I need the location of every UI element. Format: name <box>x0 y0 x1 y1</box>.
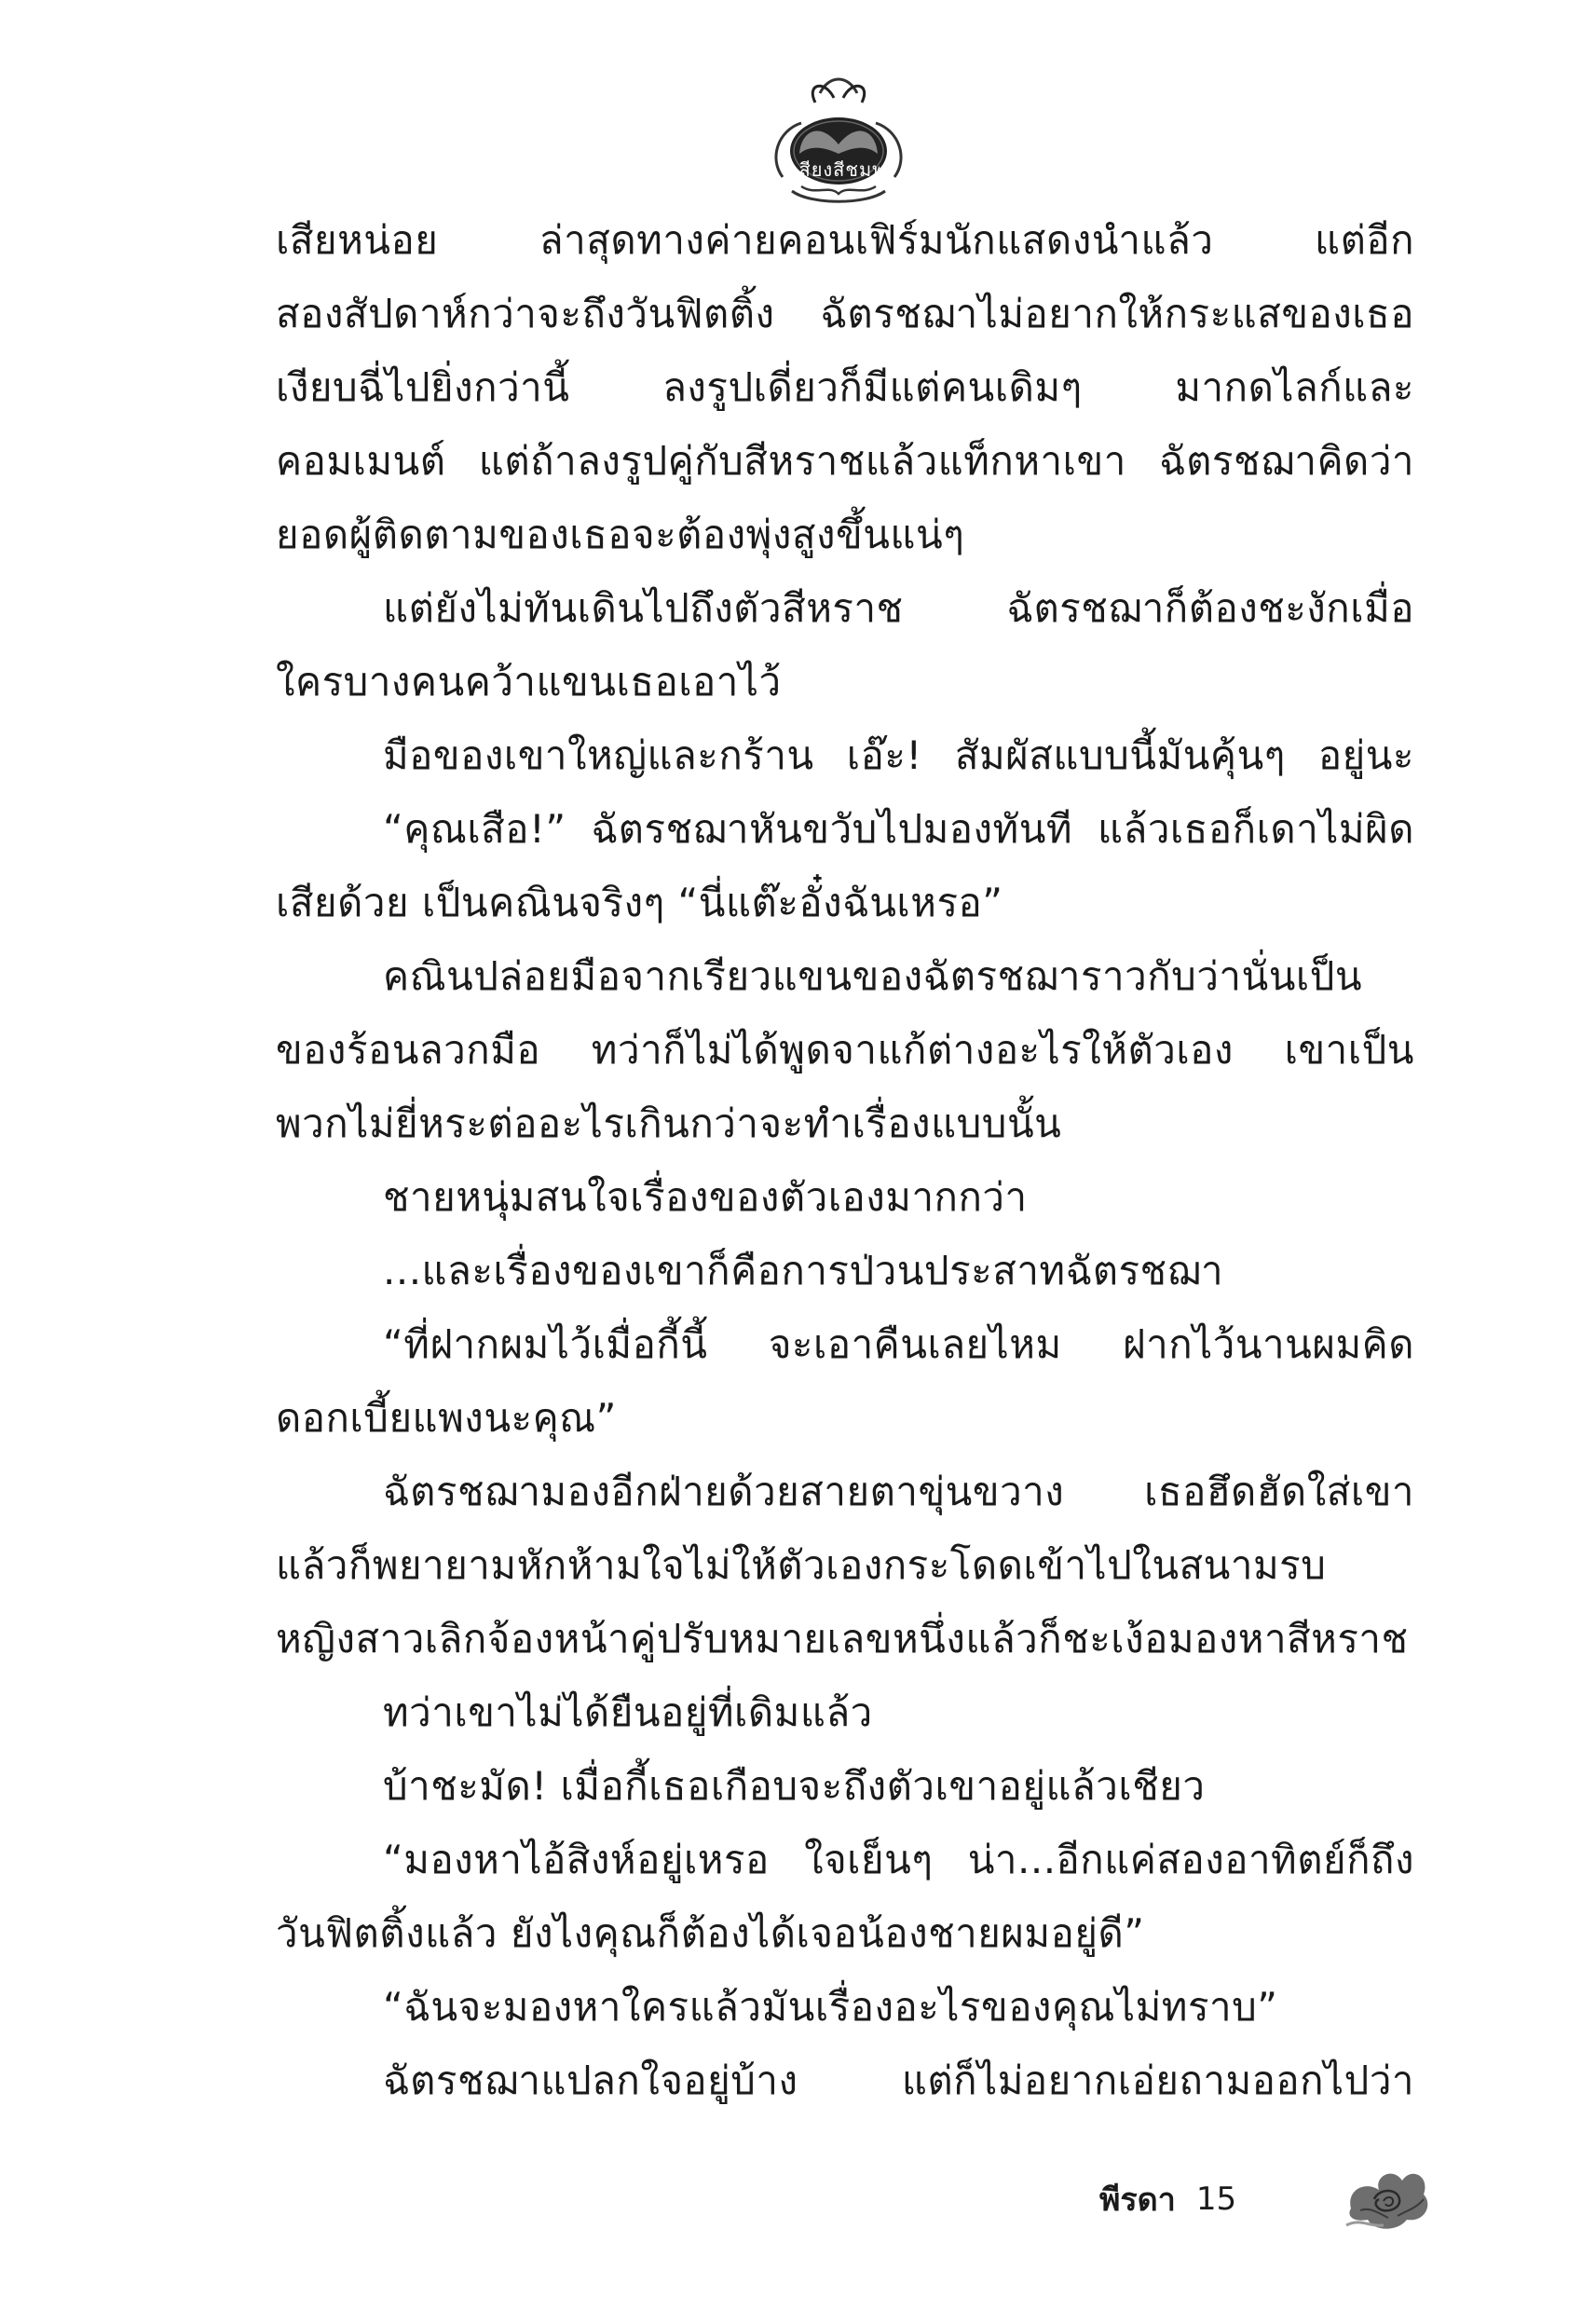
text-line: ชายหนุ่มสนใจเรื่องของตัวเองมากกว่า <box>383 1174 1028 1220</box>
page-footer <box>1099 2171 1236 2227</box>
text-line: หญิงสาวเลิกจ้องหน้าคู่ปรับหมายเลขหนึ่งแล้วก็ชะเง้อมองหาสีหราช <box>276 1616 1409 1661</box>
text-line: ทว่าเขาไม่ได้ยืนอยู่ที่เดิมแล้ว <box>383 1689 873 1735</box>
text-line: ดอกเบี้ยแพงนะคุณ” <box>276 1395 617 1441</box>
rose-icon <box>1342 2153 1435 2236</box>
text-line: พวกไม่ยี่หระต่ออะไรเกินกว่าจะทำเรื่องแบบนั้น <box>276 1101 1062 1146</box>
publisher-logo-text: เสียงสีชมพู <box>791 158 886 181</box>
text-line: วันฟิตติ้งแล้ว ยังไงคุณก็ต้องได้เจอน้องชายผมอยู่ดี” <box>276 1910 1145 1956</box>
text-line: คณินปล่อยมือจากเรียวแขนของฉัตรชฌาราวกับว่านั่นเป็น <box>383 953 1363 999</box>
text-line: เสียด้วย เป็นคณินจริงๆ “นี่แต๊ะอั๋งฉันเหรอ” <box>276 880 1003 925</box>
text-line: “คุณเสือ!” ฉัตรชฌาหันขวับไปมองทันที แล้วเธอก็เดาไม่ผิด <box>383 806 1414 852</box>
text-line: เสียหน่อย ล่าสุดทางค่ายคอนเฟิร์มนักแสดงนำแล้ว แต่อีก <box>276 217 1414 263</box>
text-line: สองสัปดาห์กว่าจะถึงวันฟิตติ้ง ฉัตรชฌาไม่อยากให้กระแสของเธอ <box>276 291 1414 336</box>
text-line: เงียบฉี่ไปยิ่งกว่านี้ ลงรูปเดี่ยวก็มีแต่คนเดิมๆ มากดไลก์และ <box>276 364 1414 410</box>
text-line: ใครบางคนคว้าแขนเธอเอาไว้ <box>276 659 782 704</box>
page-number: 15 <box>1195 2181 1237 2218</box>
rose-decoration <box>1342 2153 1435 2236</box>
text-line: ฉัตรชฌามองอีกฝ่ายด้วยสายตาขุ่นขวาง เธอฮึดฮัดใส่เขา <box>383 1469 1414 1514</box>
text-line: ของร้อนลวกมือ ทว่าก็ไม่ได้พูดจาแก้ต่างอะไรให้ตัวเอง เขาเป็น <box>276 1027 1414 1073</box>
text-line: แล้วก็พยายามหักห้ามใจไม่ให้ตัวเองกระโดดเข้าไปในสนามรบ <box>276 1542 1327 1588</box>
text-line: บ้าชะมัด! เมื่อกี้เธอเกือบจะถึงตัวเขาอยู่แล้วเชียว <box>383 1763 1206 1809</box>
footer-author: พีรดา <box>1099 2181 1176 2219</box>
text-line: “มองหาไอ้สิงห์อยู่เหรอ ใจเย็นๆ น่า...อีกแค่สองอาทิตย์ก็ถึง <box>383 1837 1414 1882</box>
body-text <box>276 203 1414 2117</box>
text-line: แต่ยังไม่ทันเดินไปถึงตัวสีหราช ฉัตรชฌาก็ต้องชะงักเมื่อ <box>383 585 1414 631</box>
text-line: ยอดผู้ติดตามของเธอจะต้องพุ่งสูงขึ้นแน่ๆ <box>276 512 965 557</box>
text-line: มือของเขาใหญ่และกร้าน เอ๊ะ! สัมผัสแบบนี้มันคุ้นๆ อยู่นะ <box>383 732 1414 778</box>
text-line: ...และเรื่องของเขาก็คือการป่วนประสาทฉัตรชฌา <box>383 1248 1224 1293</box>
text-line: “ฉันจะมองหาใครแล้วมันเรื่องอะไรของคุณไม่ทราบ” <box>383 1984 1278 2030</box>
text-line: คอมเมนต์ แต่ถ้าลงรูปคู่กับสีหราชแล้วแท็กหาเขา ฉัตรชฌาคิดว่า <box>276 438 1414 484</box>
publisher-logo <box>764 65 913 205</box>
text-line: “ที่ฝากผมไว้เมื่อกี้นี้ จะเอาคืนเลยไหม ฝากไว้นานผมคิด <box>383 1321 1414 1367</box>
text-line: ฉัตรชฌาแปลกใจอยู่บ้าง แต่ก็ไม่อยากเอ่ยถามออกไปว่า <box>383 2058 1414 2103</box>
